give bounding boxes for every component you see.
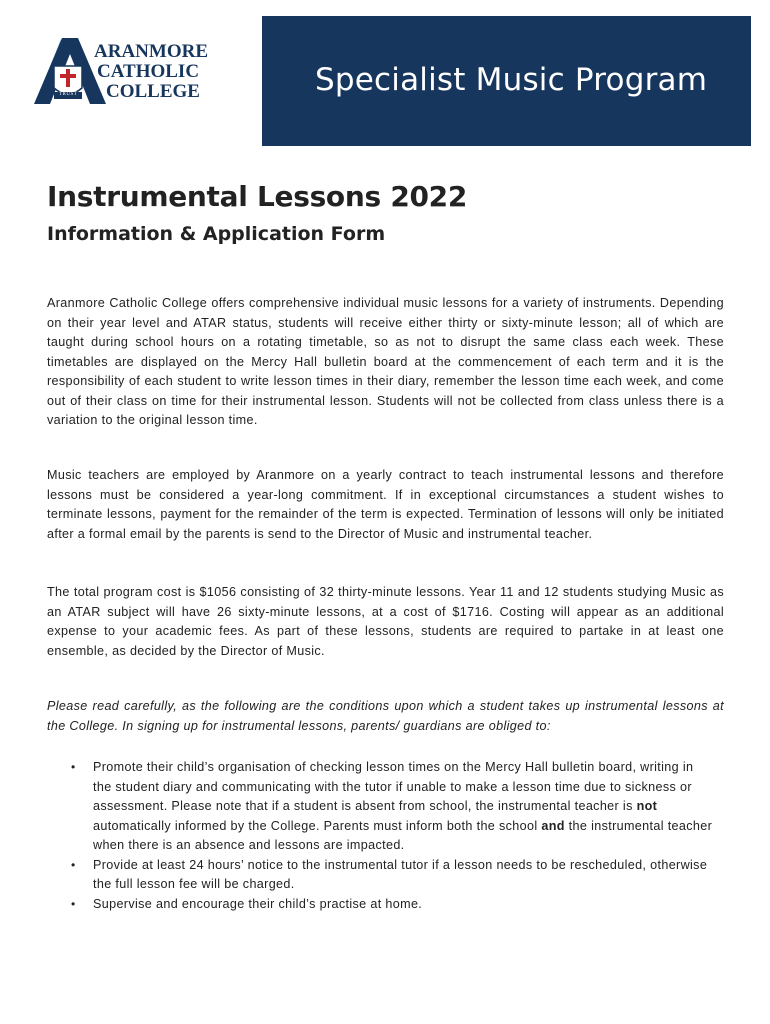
logo-wordmark	[94, 42, 208, 102]
page-subtitle: Information & Application Form	[47, 223, 386, 245]
condition-1-bold-not: not	[636, 799, 658, 813]
logo-line-2: CATHOLIC	[97, 61, 200, 82]
list-item	[71, 895, 724, 915]
list-item	[71, 856, 724, 895]
condition-2-text: Provide at least 24 hours’ notice to the instrumental tutor if a lesson needs to be rescheduled, otherwise the full lesson fee will be charged.	[93, 857, 708, 891]
page-header	[0, 0, 770, 150]
condition-1-bold-and: and	[541, 818, 565, 833]
college-logo	[32, 36, 212, 110]
bullet-icon: •	[71, 857, 76, 872]
intro-paragraph: Aranmore Catholic College offers comprehensive individual music lessons for a variety of instruments. Depending on their year level and ATAR status, students will receive either thirty or sixty-minute lesson; all of which are taught during school hours on a rotating timetable, so as not to disrupt the same class each week. These timetables are displayed on the Mercy Hall bulletin board at the commencement of each term and it is the responsibility of each student to write lesson times in their diary, remember the lesson time each week, and come out of their class on time for their instrumental lesson. Students will not be collected from class unless there is a variation to the original lesson time.	[47, 296, 724, 427]
list-item	[71, 758, 724, 856]
logo-line-3: COLLEGE	[106, 81, 200, 102]
logo-motto: TRUST	[59, 92, 78, 97]
condition-1-text-c: the instrumental teacher when there is an absence and lessons are impacted.	[93, 818, 713, 852]
cost-paragraph: The total program cost is $1056 consisting of 32 thirty-minute lessons. Year 11 and 12 students studying Music as an ATAR subject will have 26 sixty-minute lessons, at a cost of $1716. Costing will appear as an additional expense to your academic fees. As part of these lessons, students are required to partake in at least one ensemble, as decided by the Director of Music.	[47, 585, 724, 658]
conditions-list	[47, 758, 724, 914]
document-body	[47, 180, 724, 911]
condition-1-text-b: automatically informed by the College. Parents must inform both the school	[93, 818, 542, 833]
condition-1-text-a: Promote their child’s organisation of checking lesson times on the Mercy Hall bulletin board, writing in the student diary and communicating with the tutor if unable to make a lesson time due to sickness or assessment. Please note that if a student is absent from school, the instrumental teacher is	[93, 760, 694, 813]
conditions-intro: Please read carefully, as the following are the conditions upon which a student takes up instrumental lessons at the College. In signing up for instrumental lessons, parents/ guardians are obliged to:	[47, 699, 724, 733]
logo-line-1: ARANMORE	[94, 41, 208, 62]
contract-paragraph: Music teachers are employed by Aranmore on a yearly contract to teach instrumental lessons and therefore lessons must be considered a year-long commitment. If in exceptional circumstances a student wishes to terminate lessons, payment for the remainder of the term is expected. Termination of lessons will only be initiated after a formal email by the parents is send to the Director of Music and instrumental teacher.	[47, 468, 724, 541]
banner-title: Specialist Music Program	[315, 62, 708, 98]
bullet-icon: •	[71, 896, 76, 911]
bullet-icon: •	[71, 760, 76, 774]
page-title: Instrumental Lessons 2022	[47, 180, 468, 213]
condition-3-text: Supervise and encourage their child’s practise at home.	[93, 896, 423, 911]
